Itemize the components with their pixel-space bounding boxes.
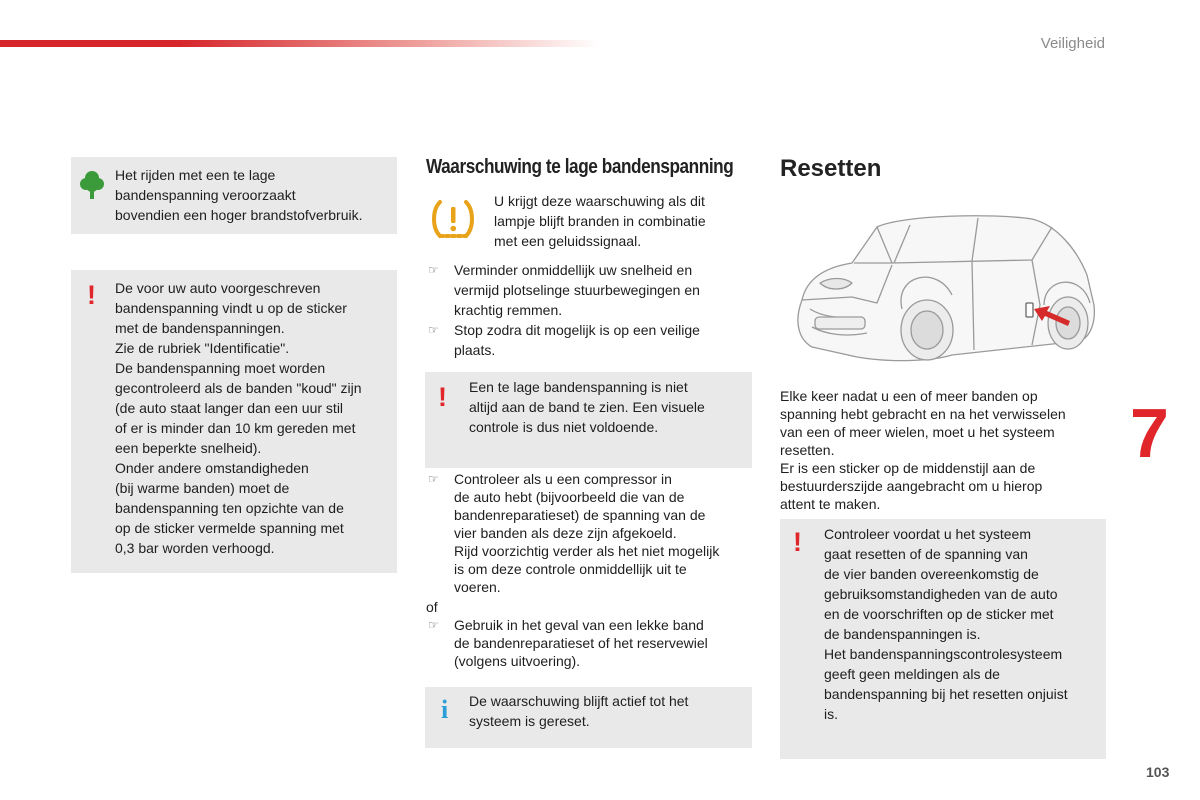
list-item [426, 616, 756, 670]
header-accent-bar [0, 40, 600, 47]
list-item-text: Controleer als u een compressor in de auto hebt (bijvoorbeeld die van de bandenreparatieset) de spanning van de vier banden als deze zijn afgekoeld. Rijd voorzichtig verder als het niet mogelijk is om deze controle onmiddellijk uit te voeren. [454, 471, 720, 595]
list-item [426, 470, 756, 596]
exclamation-icon: ! [793, 527, 802, 557]
pointing-hand-icon: ☞ [428, 323, 439, 337]
tire-pressure-warning-icon [430, 196, 476, 247]
warning-intro-text: U krijgt deze waarschuwing als dit lampje blijft branden in combinatie met een geluidssignaal. [494, 193, 706, 249]
or-label: of [426, 599, 438, 615]
info-icon: i [441, 695, 449, 724]
car-illustration [782, 205, 1102, 390]
immediate-action-list [426, 260, 756, 360]
reset-body-text: Elke keer nadat u een of meer banden op spanning hebt gebracht en na het verwisselen van een of meer wielen, moet u het systeem resetten. Er is een sticker op de middenstijl aan de bestuurderszijde aangebracht om u hierop attent te maken. [780, 388, 1066, 512]
section-title: Veiligheid [1040, 35, 1105, 52]
eco-note-text: Het rijden met een te lage bandenspanning veroorzaakt bovendien een hoger brandstofverbruik. [115, 167, 363, 223]
pointing-hand-icon: ☞ [428, 472, 439, 486]
visual-check-note-text: Een te lage bandenspanning is niet altijd aan de band te zien. Een visuele controle is dus niet voldoende. [469, 379, 705, 435]
exclamation-icon: ! [87, 280, 96, 310]
pointing-hand-icon: ☞ [428, 618, 439, 632]
list-item-text: Stop zodra dit mogelijk is op een veilige plaats. [454, 322, 700, 358]
tyre-pressure-note-box [71, 270, 397, 573]
warning-section-title: Waarschuwing te lage bandenspanning [426, 156, 734, 178]
list-item [426, 320, 756, 360]
reset-warning-note-text: Controleer voordat u het systeem gaat resetten of de spanning van de vier banden overeenkomstig de gebruiksomstandigheden van de auto en de voorschriften op de sticker met de bandenspanningen is. Het bandenspanningscontrolesysteem geeft geen meldingen als de bandenspanning bij het resetten onjuist is. [824, 526, 1068, 722]
chapter-number: 7 [1130, 394, 1169, 472]
page-number: 103 [1146, 764, 1170, 780]
exclamation-icon: ! [438, 382, 447, 412]
compressor-list [426, 470, 756, 596]
visual-check-note-box [425, 372, 752, 468]
eco-note-box [71, 157, 397, 234]
tyre-pressure-note-text: De voor uw auto voorgeschreven bandenspanning vindt u op de sticker met de bandenspanningen. Zie de rubriek "Identificatie". De bandenspanning moet worden gecontroleerd als de banden "koud" zijn (de auto staat langer dan een uur stil of er is minder dan 10 km gereden met een beperkte snelheid). Onder andere omstandigheden (bij warme banden) moet de bandenspanning ten opzichte van de op de sticker vermelde spanning met 0,3 bar worden verhoogd. [115, 280, 362, 556]
list-item-text: Verminder onmiddellijk uw snelheid en vermijd plotselinge stuurbewegingen en krachtig remmen. [454, 262, 700, 318]
puncture-list [426, 616, 756, 670]
list-item [426, 260, 756, 320]
tree-icon [79, 169, 105, 206]
reset-warning-note-box [780, 519, 1106, 759]
list-item-text: Gebruik in het geval van een lekke band de bandenreparatieset of het reservewiel (volgens uitvoering). [454, 617, 708, 669]
info-note-text: De waarschuwing blijft actief tot het systeem is gereset. [469, 693, 689, 729]
reset-section-title: Resetten [780, 155, 882, 182]
info-note-box [425, 687, 752, 748]
pointing-hand-icon: ☞ [428, 263, 439, 277]
